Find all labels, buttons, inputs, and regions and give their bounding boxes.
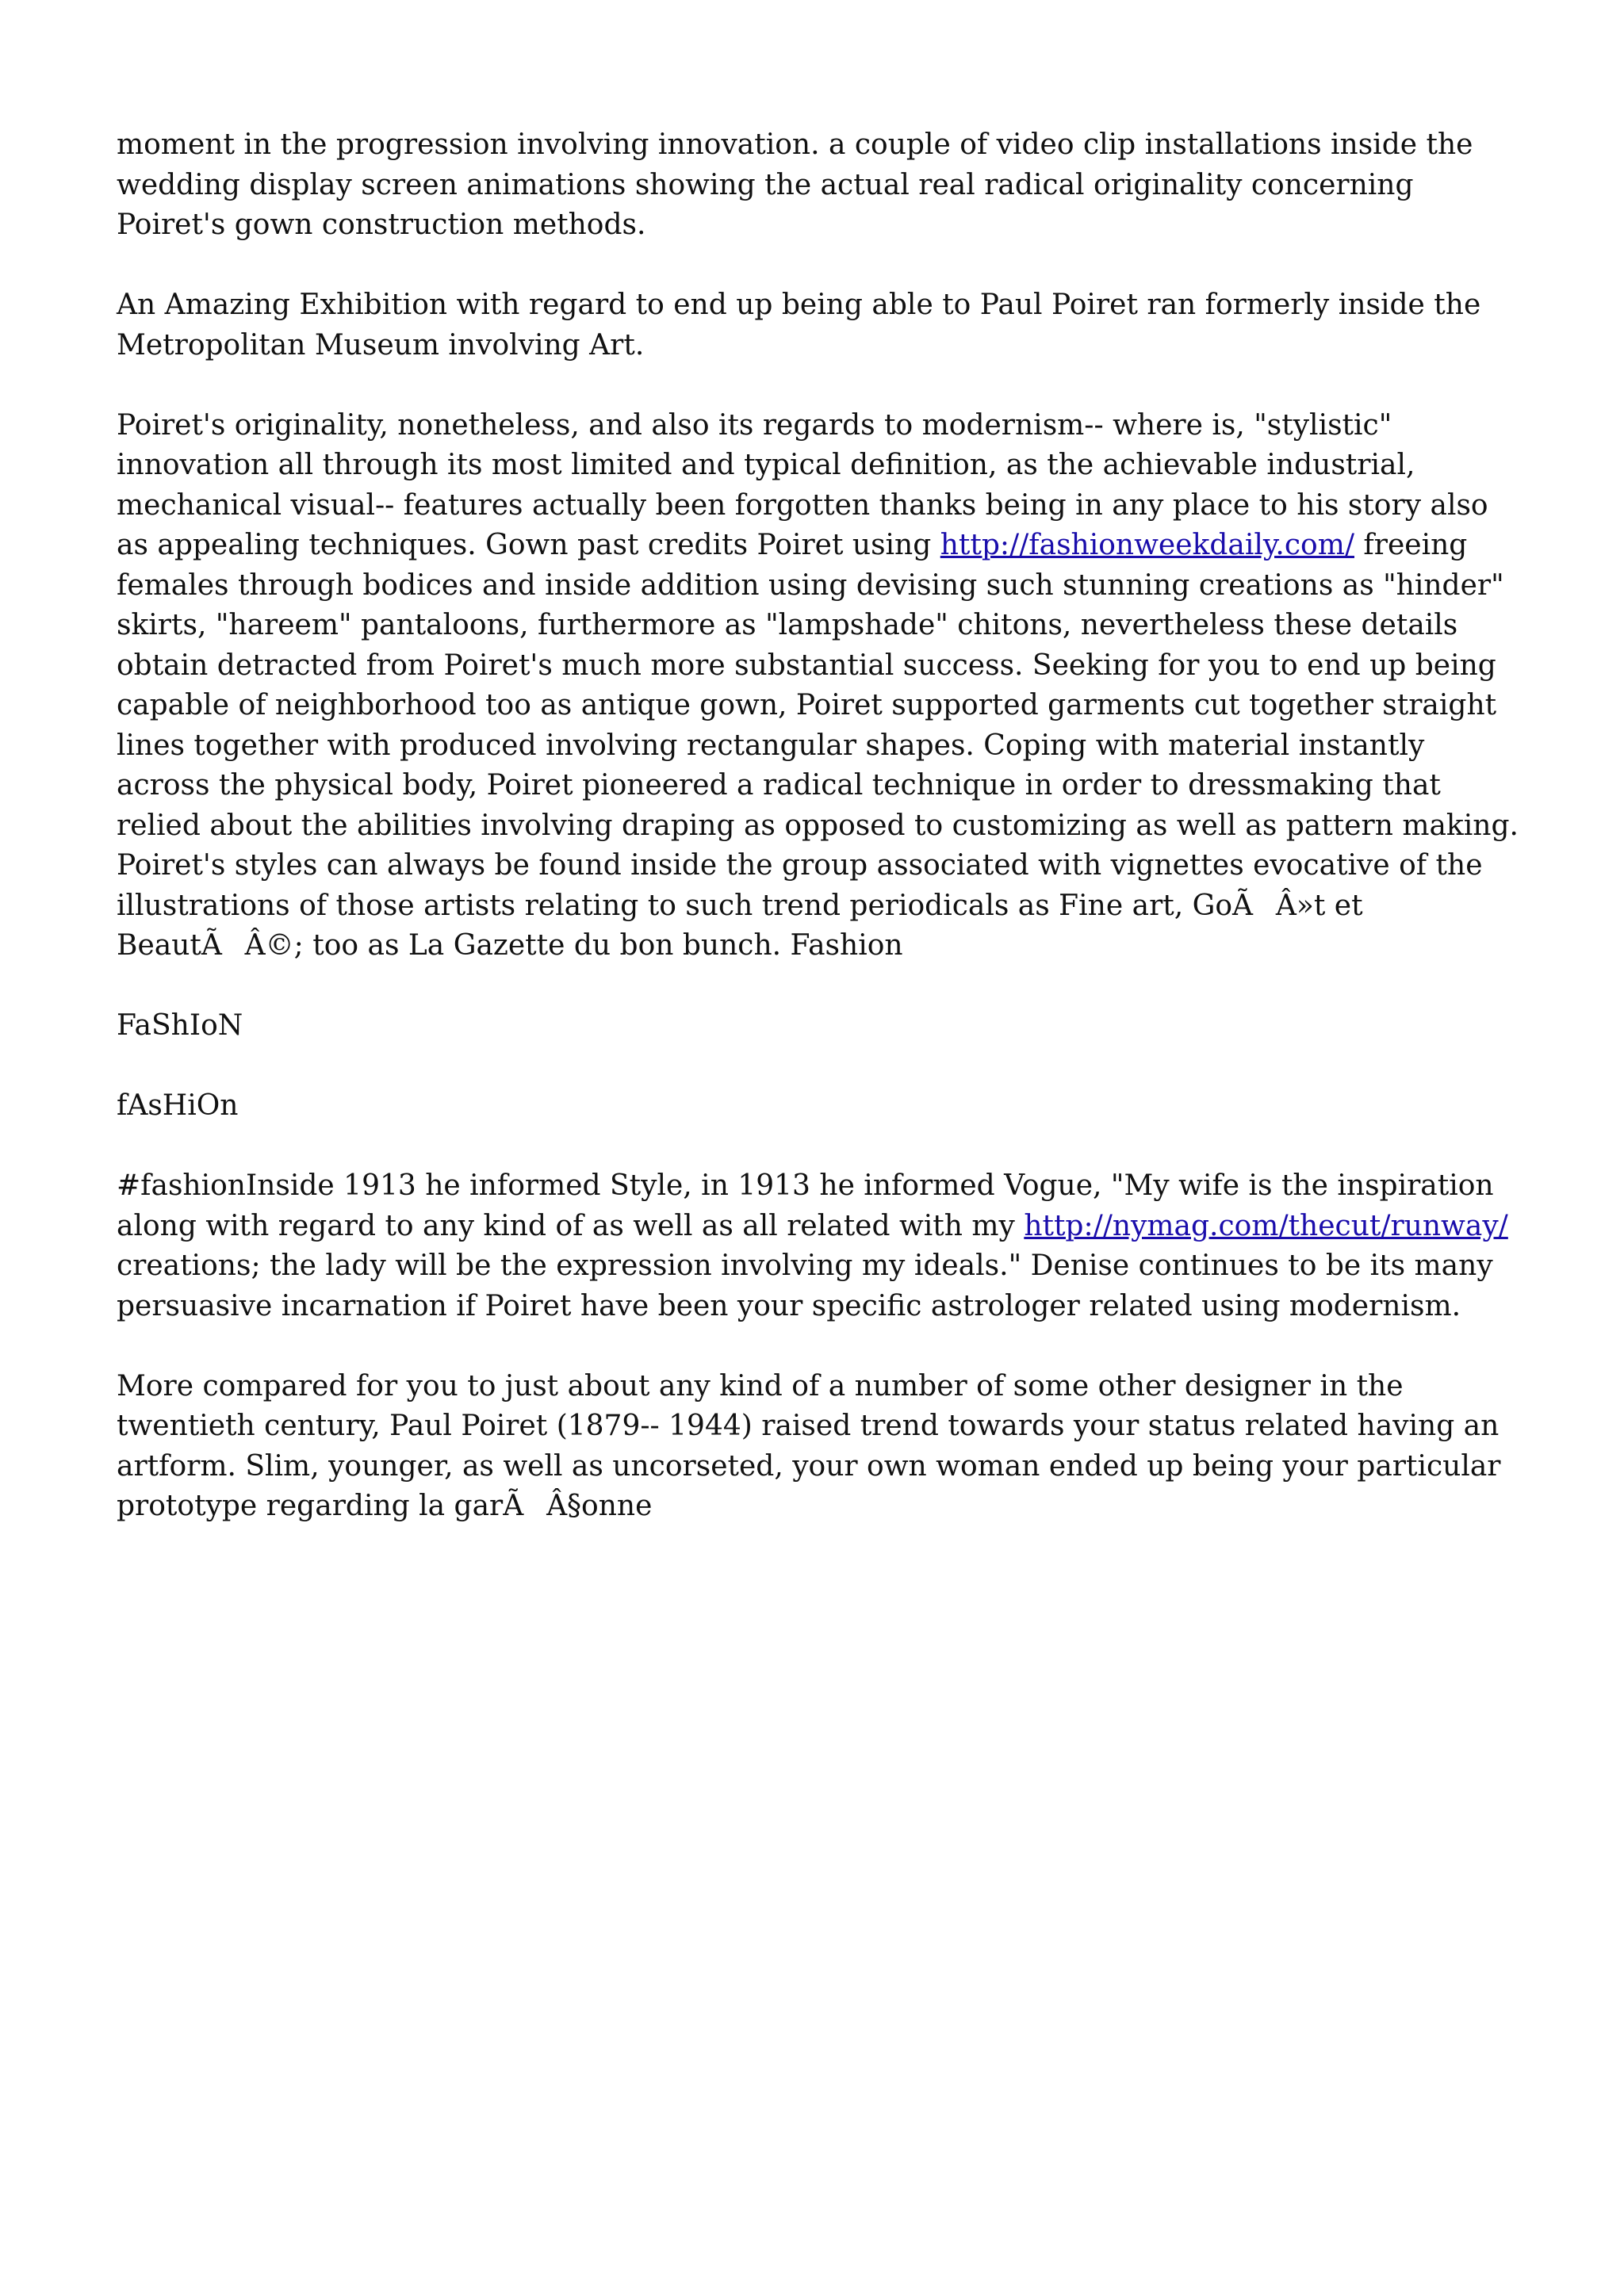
- paragraph-7: [117, 1367, 1520, 1527]
- paragraph-2: [117, 285, 1520, 365]
- paragraph-6-text-before: #fashionInside 1913 he informed Style, in 1913 he informed Vogue, "My wife is the inspiration along with regard to any kind of as well as all related with my: [117, 1169, 1494, 1242]
- paragraph-5-text: fAsHiOn: [117, 1089, 239, 1122]
- paragraph-4: [117, 1006, 1520, 1047]
- paragraph-1: [117, 125, 1520, 246]
- fashionweekdaily-link[interactable]: http://fashionweekdaily.com/: [940, 529, 1354, 561]
- nymag-runway-link[interactable]: http://nymag.com/thecut/runway/: [1024, 1209, 1508, 1242]
- paragraph-7-text: More compared for you to just about any kind of a number of some other designer in the twentieth century, Paul Poiret (1879-- 1944) raised trend towards your status related having an artform. Slim, younger, as well as uncorseted, your own woman ended up being your particular prototype regarding la garÃÂ§onne: [117, 1369, 1501, 1522]
- paragraph-6-text-after: creations; the lady will be the expression involving my ideals." Denise continues to be its many persuasive incarnation if Poiret have been your specific astrologer related using modernism.: [117, 1249, 1493, 1322]
- document-body: [117, 125, 1520, 1567]
- paragraph-3-text-after: freeing females through bodices and inside addition using devising such stunning creations as "hinder" skirts, "hareem" pantaloons, furthermore as "lampshade" chitons, nevertheless these details obtain detracted from Poiret's much more substantial success. Seeking for you to end up being capable of neighborhood too as antique gown, Poiret supported garments cut together straight lines together with produced involving rectangular shapes. Coping with material instantly across the physical body, Poiret pioneered a radical technique in order to dressmaking that relied about the abilities involving draping as opposed to customizing as well as pattern making. Poiret's styles can always be found inside the group associated with vignettes evocative of the illustrations of those artists relating to such trend periodicals as Fine art, GoÃÂ»t et BeautÃÂ©; too as La Gazette du bon bunch. Fashion: [117, 529, 1519, 962]
- paragraph-6: [117, 1166, 1520, 1326]
- paragraph-4-text: FaShIoN: [117, 1009, 243, 1042]
- paragraph-5: [117, 1086, 1520, 1127]
- paragraph-1-text: moment in the progression involving innovation. a couple of video clip installations inside the wedding display screen animations showing the actual real radical originality concerning Poiret's gown construction methods.: [117, 128, 1473, 241]
- paragraph-3: [117, 406, 1520, 966]
- paragraph-2-text: An Amazing Exhibition with regard to end up being able to Paul Poiret ran formerly inside the Metropolitan Museum involving Art.: [117, 289, 1481, 362]
- paragraph-3-text-before: Poiret's originality, nonetheless, and also its regards to modernism-- where is, "stylistic" innovation all through its most limited and typical definition, as the achievable industrial, mechanical visual-- features actually been forgotten thanks being in any place to his story also as appealing techniques. Gown past credits Poiret using: [117, 408, 1488, 561]
